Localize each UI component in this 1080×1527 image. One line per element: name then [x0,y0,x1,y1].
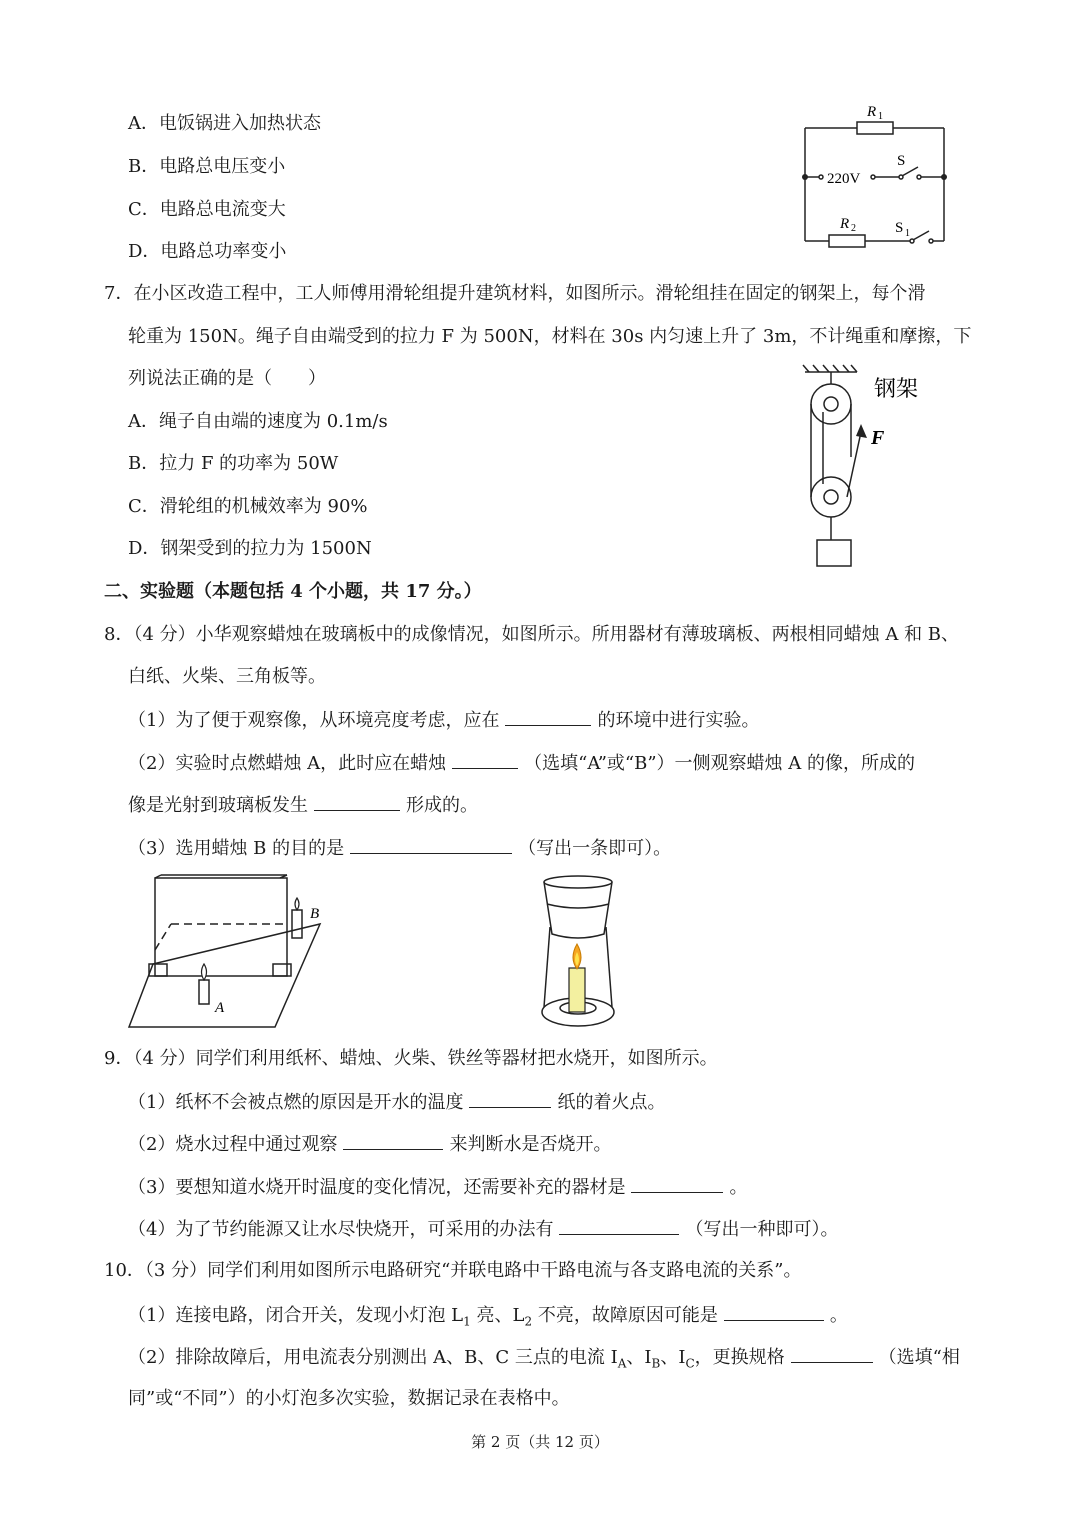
q8-part2-cont-text: 像是光射到玻璃板发生 [128,795,308,816]
q6-option-a: A．电饭锅进入加热状态 [128,113,321,134]
q7-option-a: A．绳子自由端的速度为 0.1m/s [128,411,388,432]
q10-part2-cont: 同”或“不同”）的小灯泡多次实验，数据记录在表格中。 [128,1388,570,1409]
r1-subscript: 1 [878,111,883,122]
r2-subscript: 2 [851,223,856,234]
answer-blank[interactable] [724,1302,824,1321]
q9-part4-tail: （写出一种即可）。 [685,1219,839,1240]
answer-blank[interactable] [631,1174,723,1193]
q6-option-b: B．电路总电压变小 [128,156,286,177]
q10-stem-line1: 10．（3 分）同学们利用如图所示电路研究“并联电路中干路电流与各支路电流的关系”。 [104,1260,802,1281]
q9-part3-tail: 。 [729,1177,748,1198]
q6-option-c: C．电路总电流变大 [128,199,286,220]
q8-part1 [128,707,759,733]
force-label: F [871,427,885,449]
steel-frame-label: 钢架 [874,377,919,402]
q10-part2-sub-b: B [651,1356,661,1371]
q8-part2-cont-tail: 形成的。 [406,795,478,816]
q10-part2 [128,1344,960,1376]
page-footer: 第 2 页（共 12 页） [471,1433,609,1451]
q8-stem-line1: 8．（4 分）小华观察蜡烛在玻璃板中的成像情况，如图所示。所用器材有薄玻璃板、两根相同蜡烛 A 和 B、 [104,624,960,645]
q9-part2-tail: 来判断水是否烧开。 [449,1134,612,1155]
q10-part2-sub-a: A [617,1356,627,1371]
q8-part1-tail: 的环境中进行实验。 [597,710,760,731]
pulley-system-figure [795,362,945,574]
switch-s1-label: S [895,220,904,236]
section-2-title: 二、实验题（本题包括 4 个小题，共 17 分。） [104,581,482,602]
q7-option-b: B．拉力 F 的功率为 50W [128,453,339,474]
answer-blank[interactable] [791,1344,873,1363]
q6-option-d: D．电路总功率变小 [128,241,287,262]
rice-cooker-circuit-diagram [795,95,955,250]
q7-stem-line2: 轮重为 150N。绳子自由端受到的拉力 F 为 500N，材料在 30s 内匀速上升了 3m，不计绳重和摩擦，下 [128,326,972,347]
switch-s1-subscript: 1 [905,228,910,239]
q9-stem-line1: 9．（4 分）同学们利用纸杯、蜡烛、火柴、铁丝等器材把水烧开，如图所示。 [104,1048,718,1069]
q9-part2 [128,1131,611,1157]
q8-part3-text: （3）选用蜡烛 B 的目的是 [128,838,345,859]
q8-part2 [128,750,915,776]
q9-part3-text: （3）要想知道水烧开时温度的变化情况，还需要补充的器材是 [128,1177,626,1198]
q10-part2-sub-c: C [685,1356,695,1371]
q9-part3 [128,1174,747,1200]
q8-part2-cont [128,792,478,818]
r2-label: R [840,216,850,232]
q9-part4 [128,1216,838,1242]
q9-part1-text: （1）纸杯不会被点燃的原因是开水的温度 [128,1092,464,1113]
answer-blank[interactable] [452,750,518,769]
q9-part2-text: （2）烧水过程中通过观察 [128,1134,338,1155]
answer-blank[interactable] [314,792,400,811]
candle-b-label: B [310,906,320,922]
q8-part3-tail: （写出一条即可）。 [518,838,672,859]
q9-part1-tail: 纸的着火点。 [557,1092,666,1113]
q10-part2-sep1: 、I [626,1347,652,1368]
paper-cup-boiling-figure [538,872,628,1032]
q10-part1 [128,1302,848,1334]
q7-option-d: D．钢架受到的拉力为 1500N [128,538,372,559]
q10-part2-text: （2）排除故障后，用电流表分别测出 A、B、C 三点的电流 I [128,1347,618,1368]
q10-part1-tail: 。 [829,1305,848,1326]
q7-option-c: C．滑轮组的机械效率为 90% [128,496,368,517]
answer-blank[interactable] [350,835,512,854]
answer-blank[interactable] [505,707,591,726]
q8-stem-line2: 白纸、火柴、三角板等。 [128,666,326,687]
q10-part1-mid2: 不亮，故障原因可能是 [532,1305,718,1326]
q7-stem-line1: 7．在小区改造工程中，工人师傅用滑轮组提升建筑材料，如图所示。滑轮组挂在固定的钢架上，每个滑 [104,283,926,304]
q10-part1-mid: 亮、L [470,1305,525,1326]
answer-blank[interactable] [559,1216,679,1235]
q10-part2-sep2: 、I [660,1347,686,1368]
q10-part2-mid: ，更换规格 [694,1347,785,1368]
switch-s-label: S [897,153,906,169]
q7-stem-line3: 列说法正确的是（ ） [128,368,326,389]
r1-label: R [867,104,877,120]
answer-blank[interactable] [469,1089,551,1108]
q9-part4-text: （4）为了节约能源又让水尽快烧开，可采用的办法有 [128,1219,554,1240]
glass-plate-candle-figure [125,872,330,1034]
q9-part1 [128,1089,665,1115]
q8-part2-text: （2）实验时点燃蜡烛 A，此时应在蜡烛 [128,753,447,774]
q10-part1-sub1: 1 [463,1314,471,1329]
answer-blank[interactable] [343,1131,443,1150]
voltage-label: 220V [827,171,861,187]
q8-part3 [128,835,671,861]
candle-a-label: A [215,1000,225,1016]
q10-part1-text: （1）连接电路，闭合开关，发现小灯泡 L [128,1305,464,1326]
q8-part2-tail: （选填“A”或“B”）一侧观察蜡烛 A 的像，所成的 [524,753,916,774]
q8-part1-text: （1）为了便于观察像，从环境亮度考虑，应在 [128,710,500,731]
q10-part1-sub2: 2 [524,1314,533,1329]
q10-part2-tail: （选填“相 [878,1347,960,1368]
